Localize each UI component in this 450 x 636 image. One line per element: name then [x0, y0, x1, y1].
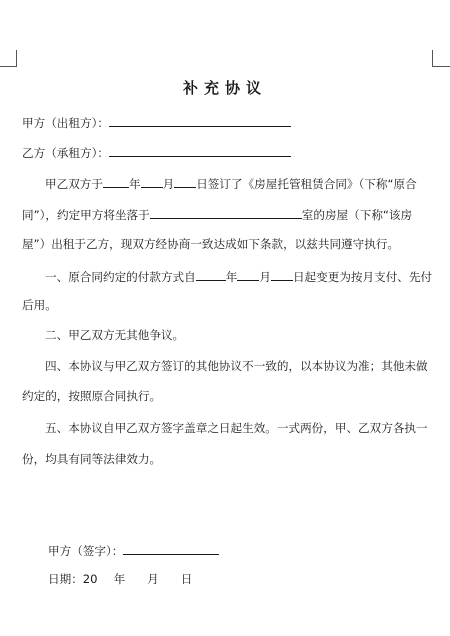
intro-text: 甲乙双方于	[45, 177, 103, 191]
intro-text: 室的房屋（下称“该房	[301, 208, 413, 222]
document-title: 补充协议	[182, 79, 267, 97]
crop-mark-top-left	[16, 50, 17, 67]
party-b-line	[22, 144, 291, 161]
clause-4-line-2: 约定的，按照原合同执行。	[22, 389, 162, 403]
party-a-signature-line	[48, 542, 219, 559]
clause-text: 日起变更为按月支付、先付	[292, 270, 433, 284]
clause-2: 二、甲乙双方无其他争议。	[45, 328, 185, 342]
party-b-blank	[109, 144, 291, 157]
month-label: 月	[162, 177, 175, 191]
sign-day-blank	[174, 175, 196, 188]
signature-blank	[123, 542, 219, 555]
crop-mark-top-right	[432, 66, 450, 67]
change-month-blank	[237, 268, 259, 281]
party-b-label: 乙方（承租方）：	[22, 146, 109, 160]
year-label: 年	[225, 270, 238, 284]
intro-line-3: 屋”）出租于乙方，现双方经协商一致达成如下条款，以兹共同遵守执行。	[22, 237, 400, 251]
day-label: 日	[180, 572, 193, 586]
intro-text: 同”），约定甲方将坐落于	[22, 208, 150, 222]
clause-4-line-1: 四、本协议与甲乙双方签订的其他协议不一致的，以本协议为准；其他未做	[45, 359, 428, 373]
party-a-blank	[109, 114, 291, 127]
crop-mark-top-left	[0, 66, 16, 67]
intro-line-2	[22, 206, 412, 223]
clause-1-line-2: 后用。	[22, 298, 57, 312]
signature-date-line	[48, 572, 192, 587]
intro-text: 日签订了《房屋托管租赁合同》（下称“原合	[196, 177, 417, 191]
party-a-line	[22, 114, 291, 131]
year-label: 年	[128, 177, 141, 191]
clause-5-line-1: 五、本协议自甲乙双方签字盖章之日起生效。一式两份，甲、乙双方各执一	[45, 421, 428, 435]
sign-month-blank	[141, 175, 163, 188]
date-label: 日期：	[48, 572, 83, 586]
month-label: 月	[259, 270, 271, 284]
signature-label: 甲方（签字）：	[48, 544, 124, 558]
clause-5-line-2: 份，均具有同等法律效力。	[22, 452, 162, 466]
crop-mark-top-right	[432, 50, 433, 67]
change-day-blank	[271, 268, 293, 281]
intro-line-1	[45, 175, 417, 192]
year-label: 年	[113, 572, 126, 586]
clause-text: 一、原合同约定的付款方式自	[45, 270, 196, 284]
date-year-prefix: 20	[82, 572, 98, 586]
change-year-blank	[196, 268, 226, 281]
clause-1-line-1	[45, 268, 432, 285]
party-a-label: 甲方（出租方）：	[22, 116, 109, 130]
month-label: 月	[147, 572, 159, 586]
sign-year-blank	[103, 175, 129, 188]
address-blank	[150, 206, 302, 219]
